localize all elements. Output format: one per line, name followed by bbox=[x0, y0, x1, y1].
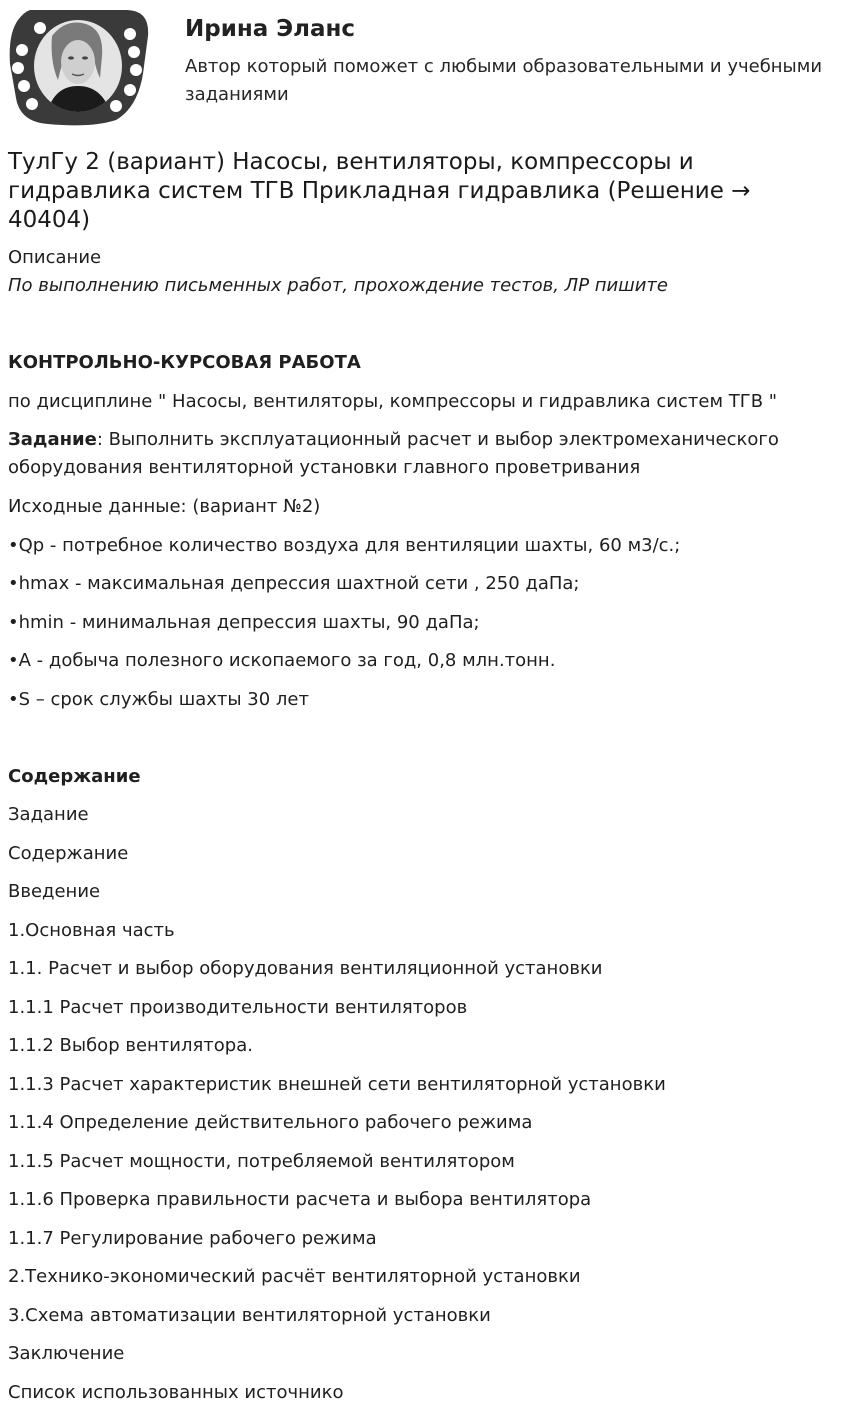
contents-heading: Содержание bbox=[8, 766, 141, 787]
param-item: •hmax - максимальная депрессия шахтной сети , 250 даПа; bbox=[8, 573, 580, 594]
contents-item: 1.1. Расчет и выбор оборудования вентиляционной установки bbox=[8, 958, 603, 979]
description-label: Описание bbox=[8, 247, 102, 268]
contents-item: Заключение bbox=[8, 1343, 125, 1364]
task-label: Задание bbox=[8, 429, 97, 450]
param-item: •S – срок службы шахты 30 лет bbox=[8, 689, 309, 710]
contents-item: 1.1.6 Проверка правильности расчета и выбора вентилятора bbox=[8, 1189, 592, 1210]
task-text: : Выполнить эксплуатационный расчет и выбор электромеханического оборудования вентиляторной установки главного проветривания bbox=[8, 429, 779, 478]
contents-item: 1.Основная часть bbox=[8, 920, 175, 941]
contents-item: 1.1.2 Выбор вентилятора. bbox=[8, 1035, 253, 1056]
contents-item: 1.1.4 Определение действительного рабочего режима bbox=[8, 1112, 533, 1133]
author-description: Автор который поможет с любыми образовательными и учебными заданиями bbox=[185, 56, 823, 105]
contents-item: 3.Схема автоматизации вентиляторной установки bbox=[8, 1305, 491, 1326]
contents-item: 1.1.7 Регулирование рабочего режима bbox=[8, 1228, 377, 1249]
param-item: •А - добыча полезного ископаемого за год, 0,8 млн.тонн. bbox=[8, 650, 556, 671]
contents-item: Список использованных источнико bbox=[8, 1382, 344, 1403]
contents-item: 2.Технико-экономический расчёт вентиляторной установки bbox=[8, 1266, 581, 1287]
work-discipline: по дисциплине " Насосы, вентиляторы, компрессоры и гидравлика систем ТГВ " bbox=[8, 391, 778, 412]
contents-item: 1.1.5 Расчет мощности, потребляемой вентилятором bbox=[8, 1151, 515, 1172]
page-title: ТулГу 2 (вариант) Насосы, вентиляторы, компрессоры и гидравлика систем ТГВ Прикладная гидравлика (Решение → 40404) bbox=[8, 149, 751, 233]
contents-item: Введение bbox=[8, 881, 101, 902]
initial-data-label: Исходные данные: (вариант №2) bbox=[8, 496, 321, 517]
work-heading: КОНТРОЛЬНО-КУРСОВАЯ РАБОТА bbox=[8, 352, 361, 373]
param-item: •hmin - минимальная депрессия шахты, 90 даПа; bbox=[8, 612, 480, 633]
description-text: По выполнению письменных работ, прохождение тестов, ЛР пишите bbox=[8, 275, 668, 296]
author-card bbox=[8, 6, 838, 130]
contents-item: 1.1.1 Расчет производительности вентиляторов bbox=[8, 997, 468, 1018]
work-task bbox=[8, 426, 838, 482]
contents-item: Содержание bbox=[8, 843, 129, 864]
author-avatar[interactable] bbox=[8, 6, 150, 126]
param-item: •Qр - потребное количество воздуха для вентиляции шахты, 60 м3/с.; bbox=[8, 535, 681, 556]
contents-item: 1.1.3 Расчет характеристик внешней сети вентиляторной установки bbox=[8, 1074, 666, 1095]
author-name[interactable]: Ирина Эланс bbox=[185, 16, 356, 42]
contents-item: Задание bbox=[8, 804, 89, 825]
